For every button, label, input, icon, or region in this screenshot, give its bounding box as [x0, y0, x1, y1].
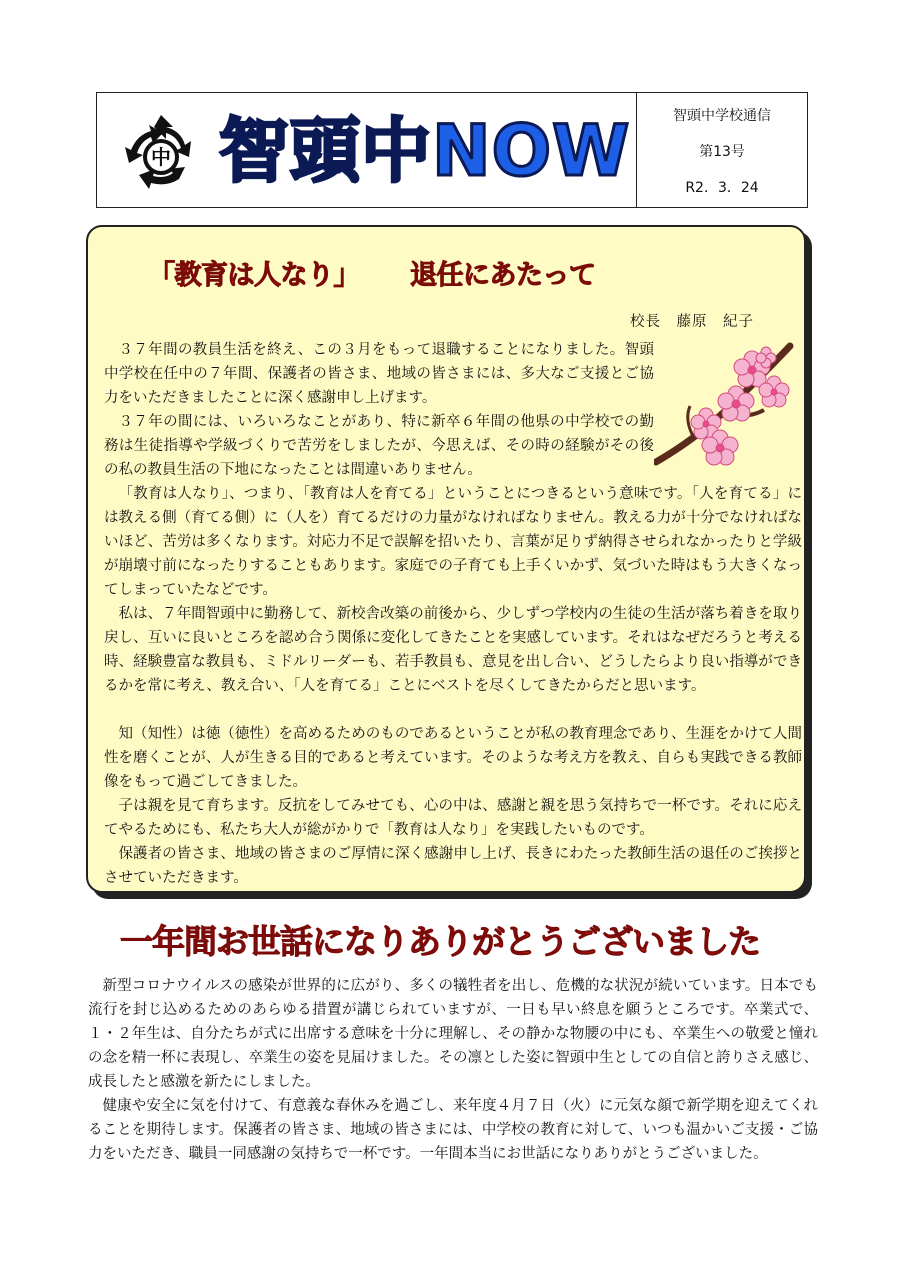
masthead-cell: [97, 93, 637, 207]
author-name: 校長 藤原 紀子: [630, 314, 754, 330]
newsletter-name: 智頭中学校通信: [673, 108, 771, 124]
masthead-logo: [219, 103, 629, 199]
school-emblem-icon: [119, 111, 203, 191]
message-paragraph-2: ３７年の間には、いろいろなことがあり、特に新卒６年間の他県の中学校での勤務は生徒指導や学級づくりで苦労をしましたが、今思えば、その時の経験がその後の私の教員生活の下地になったことは間違いありません。: [104, 414, 654, 478]
emblem-character: 中: [151, 145, 171, 169]
thanks-paragraph-1: 新型コロナウイルスの感染が世界的に広がり、多くの犠牲者を出し、危機的な状況が続いています。日本でも流行を封じ込めるためのあらゆる措置が講じられていますが、一日も早い終息を願うところです。卒業式で、１・２年生は、自分たちが式に出席する意味を十分に理解し、その静かな物腰の中にも、卒業生への敬愛と憧れの念を精一杯に表現し、卒業生の姿を見届けました。その凛とした姿に智頭中生としての自信と誇りさえ感じ、成長したと感激を新たにしました。: [88, 978, 818, 1090]
message-paragraph-6: 子は親を見て育ちます。反抗をしてみせても、心の中は、感謝と親を思う気持ちで一杯です。それに応えてやるためにも、私たち大人が総がかりで「教育は人なり」を実践したいものです。: [104, 798, 802, 838]
message-paragraph-4: 私は、７年間智頭中に勤務して、新校舎改築の前後から、少しずつ学校内の生徒の生活が落ち着きを取り戻し、互いに良いところを認め合う関係に変化してきたことを実感しています。それはなぜだろうと考える時、経験豊富な教員も、ミドルリーダーも、若手教員も、意見を出し合い、どうしたらより良い指導ができるかを常に考え、教え合い、「人を育てる」ことにベストを尽くしてきたからだと思います。: [104, 606, 802, 694]
issue-number: 第13号: [699, 144, 745, 160]
masthead-title: 智頭中NOW: [219, 110, 631, 192]
cherry-blossom-icon: [654, 340, 794, 470]
thanks-section-title: 一年間お世話になりありがとうございました: [120, 922, 760, 961]
newsletter-header: [96, 92, 808, 208]
message-title-quote: 「教育は人なり」: [148, 260, 360, 291]
message-paragraph-5: 知（知性）は徳（徳性）を高めるためのものであるということが私の教育理念であり、生涯をかけて人間性を磨くことが、人が生きる目的であると考えています。そのような考え方を教え、自らも実践できる教師像をもって過ごしてきました。: [104, 726, 802, 790]
thanks-paragraph-2: 健康や安全に気を付けて、有意義な春休みを過ごし、来年度４月７日（火）に元気な顔で新学期を迎えてくれることを期待します。保護者の皆さま、地域の皆さまには、中学校の教育に対して、いつも温かいご支援・ご協力をいただき、職員一同感謝の気持ちで一杯です。一年間本当にお世話になりありがとうございました。: [88, 1098, 818, 1162]
issue-info: [637, 93, 807, 207]
issue-date: R2．3．24: [685, 180, 759, 196]
message-paragraph-3: 「教育は人なり」、つまり、「教育は人を育てる」ということにつきるという意味です。「人を育てる」には教える側（育てる側）に（人を）育てるだけの力量がなければなりません。教える力が十分でなければないほど、苦労は多くなります。対応力不足で誤解を招いたり、言葉が足りず納得させられなかったりと学級が崩壊寸前になったりすることもあります。家庭での子育ても上手くいかず、気づいた時はもう大きくなってしまっていたなどです。: [104, 486, 802, 598]
message-paragraph-1: ３７年間の教員生活を終え、この３月をもって退職することになりました。智頭中学校在任中の７年間、保護者の皆さま、地域の皆さまには、多大なご支援とご協力をいただきましたことに深く感謝申し上げます。: [104, 342, 654, 406]
message-paragraph-7: 保護者の皆さま、地域の皆さまのご厚情に深く感謝申し上げ、長きにわたった教師生活の退任のご挨拶とさせていただきます。: [104, 846, 802, 886]
message-title-retirement: 退任にあたって: [410, 260, 596, 291]
